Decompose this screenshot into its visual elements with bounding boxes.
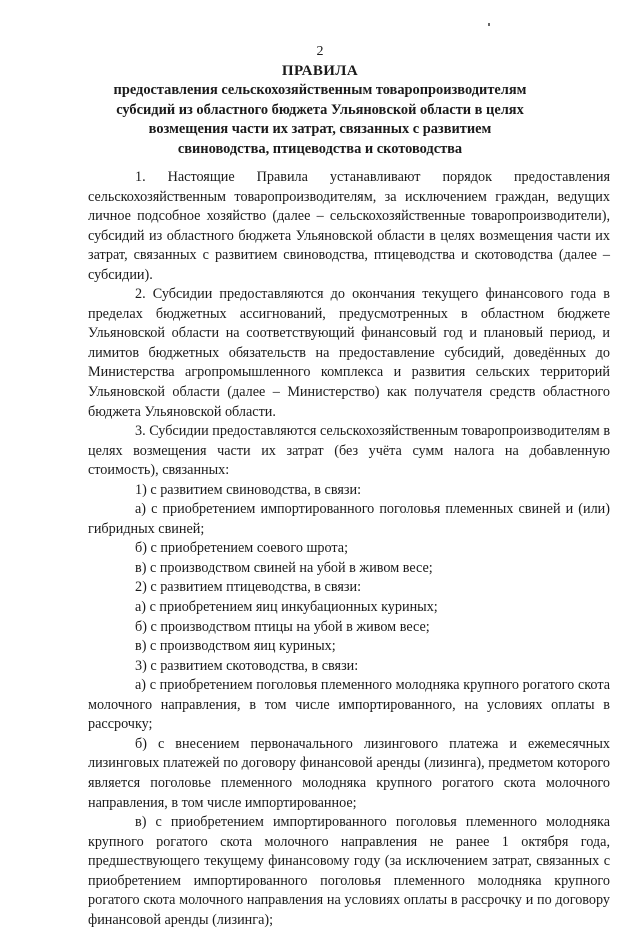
paragraph-2: 2. Субсидии предоставляются до окончания текущего финансового года в пределах бюджетных ассигнований, предусмотренных в областном бюджете Ульяновской области на соответствующий финансовый год и плановый период, и лимитов бюджетных обязательств на предоставление субсидий, доведённых до Министерства агропромышленного комплекса и развития сельских территорий Ульяновской области (далее – Министерство) как получателя средств областного бюджета Ульяновской области. [88,286,610,420]
document-subtitle [60,81,580,159]
page-number: 2 [316,44,324,59]
document-title: ПРАВИЛА [281,63,359,79]
list-item: б) с внесением первоначального лизингового платежа и ежемесячных лизинговых платежей по договору финансовой аренды (лизинга), предметом которого является поголовье племенного молодняка крупного рогатого скота молочного направления, в том числе импортированное; [88,735,610,811]
subtitle-line: субсидий из областного бюджета Ульяновской области в целях [116,101,524,118]
subtitle-line: свиноводства, птицеводства и скотоводства [177,140,463,157]
list-item: в) с производством свиней на убой в живом весе; [135,559,433,576]
list-item: а) с приобретением импортированного поголовья племенных свиней и (или) гибридных свиней; [88,501,610,537]
document-body [88,168,610,930]
subtitle-line: возмещения части их затрат, связанных с развитием [148,121,492,137]
list-item: 1) с развитием свиноводства, в связи: [135,481,362,498]
paragraph-1: 1. Настоящие Правила устанавливают порядок предоставления сельскохозяйственным товаропроизводителям, за исключением граждан, ведущих личное подсобное хозяйство (далее – сельскохозяйственные товаропроизводители), субсидий из областного бюджета Ульяновской области в целях возмещения части их затрат, связанных с развитием свиноводства, птицеводства и скотоводства (далее – субсидии). [88,169,610,283]
list-item: в) с производством яиц куриных; [135,638,336,655]
paragraph-3: 3. Субсидии предоставляются сельскохозяйственным товаропроизводителям в целях возмещения части их затрат (без учёта сумм налога на добавленную стоимость), связанных: [88,423,611,479]
list-item: б) с производством птицы на убой в живом весе; [135,618,430,635]
subtitle-line: предоставления сельскохозяйственным товаропроизводителям [113,82,527,98]
list-item: б) с приобретением соевого шрота; [135,540,349,557]
list-item: а) с приобретением яиц инкубационных куриных; [135,599,438,616]
scan-mark [488,23,490,26]
list-item: в) с приобретением импортированного поголовья племенного молодняка крупного рогатого скота молочного направления не ранее 1 октября года, предшествующего текущему финансовому году (за исключением затрат, связанных с приобретением импортированного поголовья племенного молодняка крупного рогатого скота молочного направления на условиях оплаты в рассрочку и по договору финансовой аренды (лизинга); [88,814,610,928]
list-item: 2) с развитием птицеводства, в связи: [135,579,362,596]
list-item: 3) с развитием скотоводства, в связи: [135,657,359,674]
list-item: а) с приобретением поголовья племенного молодняка крупного рогатого скота молочного направления, в том числе импортированного, на условиях оплаты в рассрочку; [88,677,610,733]
